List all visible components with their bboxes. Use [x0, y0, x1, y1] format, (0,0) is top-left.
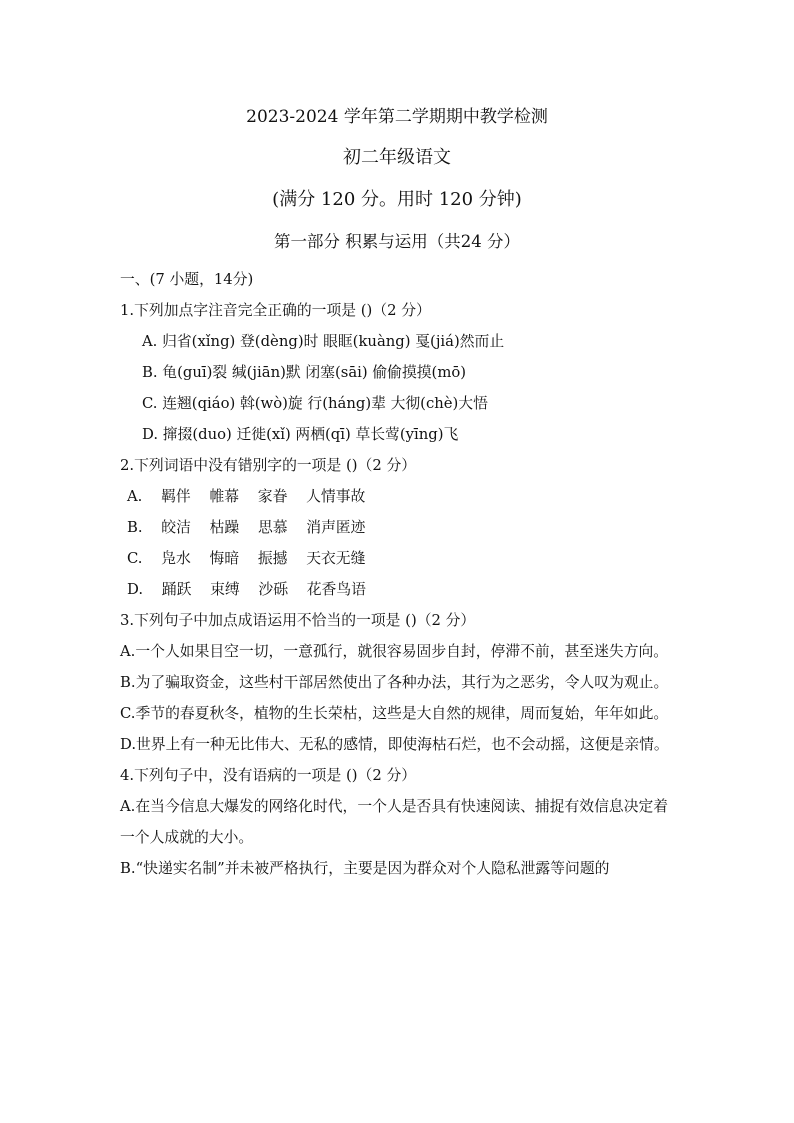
part-title: 第一部分 积累与运用（共24 分） [274, 232, 520, 251]
q2-option-d [120, 574, 680, 605]
q2-option-word: 振撼 [257, 550, 288, 567]
q2-option-word: 凫水 [161, 550, 191, 567]
q3-option-d: D.世界上有一种无比伟大、无私的感情，即使海枯石烂，也不会动摇，这便是亲情。 [120, 736, 669, 753]
q2-option-c [120, 543, 680, 574]
q2-option-word: 天衣无缝 [306, 550, 366, 567]
q3-stem: 3.下列句子中加点成语运用不恰当的一项是 ()（2 分） [120, 612, 476, 629]
q2-option-word: 束缚 [210, 581, 240, 598]
q2-option-word: 人情事故 [306, 488, 366, 505]
exam-title: 2023-2024 学年第二学期期中教学检测 [246, 107, 548, 127]
q2-option-word: 花香鸟语 [306, 581, 366, 598]
q2-option-word: 思慕 [257, 519, 288, 536]
q1-stem: 1.下列加点字注音完全正确的一项是 ()（2 分） [120, 302, 431, 319]
q2-option-letter: D. [127, 581, 144, 598]
q2-option-word: 枯躁 [209, 519, 240, 536]
q2-option-word: 帷幕 [209, 488, 240, 505]
q2-option-word: 沙砾 [258, 581, 289, 598]
section-heading: 一、(7 小题，14分) [120, 271, 254, 288]
q1-option-c: C. 连翘(qiáo) 斡(wò)旋 行(háng)辈 大彻(chè)大悟 [142, 395, 488, 412]
q2-option-word: 家眷 [257, 488, 288, 505]
subject-title: 初二年级语文 [343, 147, 451, 168]
q2-option-word: 消声匿迹 [306, 519, 366, 536]
q2-option-word: 踊跃 [161, 581, 192, 598]
q1-option-a: A. 归省(xǐng) 登(dèng)时 眼眶(kuàng) 戛(jiá)然而止 [142, 333, 505, 350]
q4-option-b: B.“快递实名制”并未被严格执行，主要是因为群众对个人隐私泄露等问题的 [120, 860, 610, 877]
question-body [120, 264, 680, 884]
q3-option-a: A.一个人如果目空一切，一意孤行，就很容易固步自封，停滞不前，甚至迷失方向。 [120, 643, 669, 660]
q2-option-b [120, 512, 680, 543]
q2-option-letter: A. [127, 488, 143, 505]
q4-option-a: A.在当今信息大爆发的网络化时代，一个人是否具有快速阅读、捕捉有效信息决定着一个人成就的大小。 [120, 798, 669, 846]
q1-option-b: B. 龟(guī)裂 缄(jiān)默 闭塞(sāi) 偷偷摸摸(mō) [142, 364, 467, 381]
q2-option-word: 皎洁 [161, 519, 191, 536]
q2-option-letter: B. [127, 519, 143, 536]
q2-option-a [120, 481, 680, 512]
q2-option-word: 悔暗 [209, 550, 240, 567]
q3-option-c: C.季节的春夏秋冬，植物的生长荣枯，这些是大自然的规律，周而复始，年年如此。 [120, 705, 669, 722]
q4-stem: 4.下列句子中，没有语病的一项是 ()（2 分） [120, 767, 417, 784]
q2-option-word: 羁伴 [161, 488, 191, 505]
q3-option-b: B.为了骗取资金，这些村干部居然使出了各种办法，其行为之恶劣，令人叹为观止。 [120, 674, 669, 691]
score-info: (满分 120 分。用时 120 分钟) [272, 189, 522, 210]
q1-option-d: D. 撺掇(duo) 迁徙(xǐ) 两栖(qī) 草长莺(yīng)飞 [142, 426, 459, 443]
q2-option-letter: C. [127, 550, 143, 567]
q2-stem: 2.下列词语中没有错别字的一项是 ()（2 分） [120, 457, 417, 474]
